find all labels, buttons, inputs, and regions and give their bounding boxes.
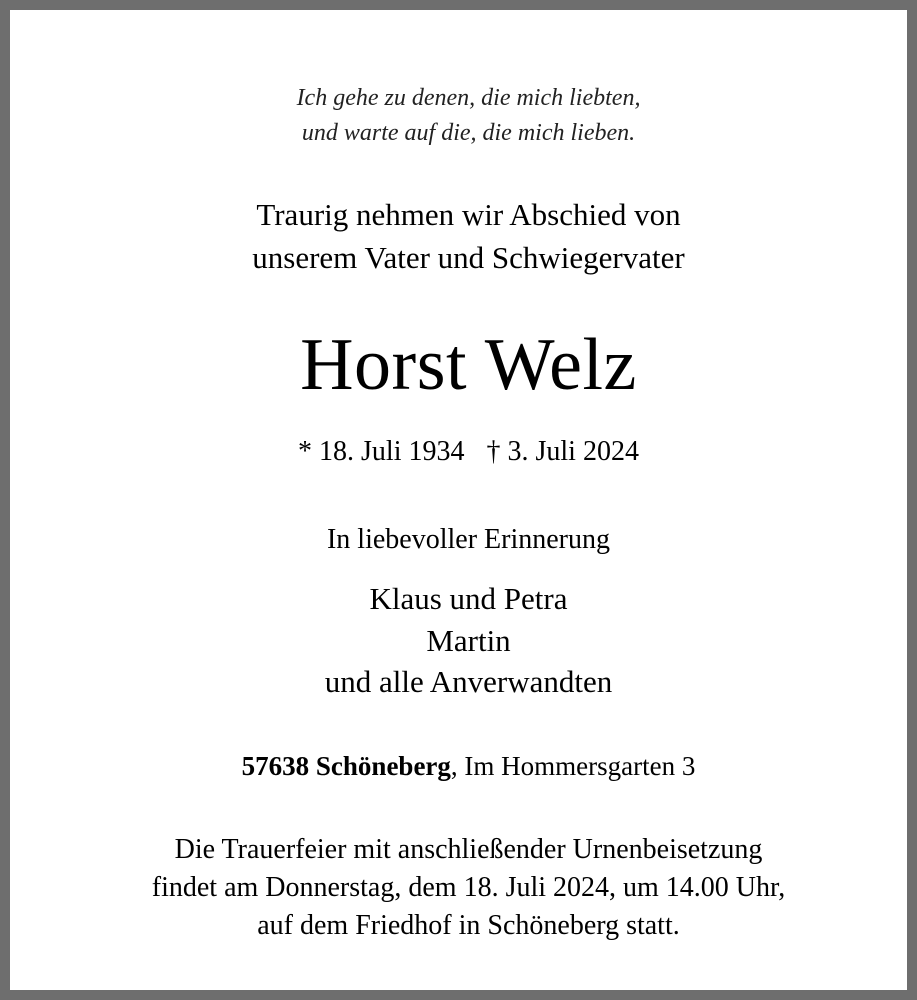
death-date: † 3. Juli 2024 <box>486 436 639 467</box>
service-line-2: findet am Donnerstag, dem 18. Juli 2024, um 14.00 Uhr, <box>151 872 786 903</box>
quote-line-1: Ich gehe zu denen, die mich liebten, <box>296 85 641 111</box>
service-line-1: Die Trauerfeier mit anschließender Urnenbeisetzung <box>174 834 763 865</box>
address-street: , Im Hommersgarten 3 <box>450 751 696 781</box>
intro-line-2: unserem Vater und Schwiegervater <box>252 240 685 275</box>
intro-line-1: Traurig nehmen wir Abschied von <box>256 197 681 232</box>
family-line-3: und alle Anverwandten <box>324 664 613 699</box>
birth-date: * 18. Juli 1934 <box>298 436 465 467</box>
memory-line: In liebevoller Erinnerung <box>326 524 610 555</box>
address <box>10 753 917 780</box>
service-line-3: auf dem Friedhof in Schöneberg statt. <box>257 910 680 941</box>
life-dates <box>10 438 917 466</box>
address-place: 57638 Schöneberg <box>241 751 451 781</box>
quote-line-2: und warte auf die, die mich lieben. <box>301 120 636 146</box>
family-line-2: Martin <box>426 623 511 658</box>
family-line-1: Klaus und Petra <box>369 581 568 616</box>
deceased-name: Horst Welz <box>300 324 637 406</box>
